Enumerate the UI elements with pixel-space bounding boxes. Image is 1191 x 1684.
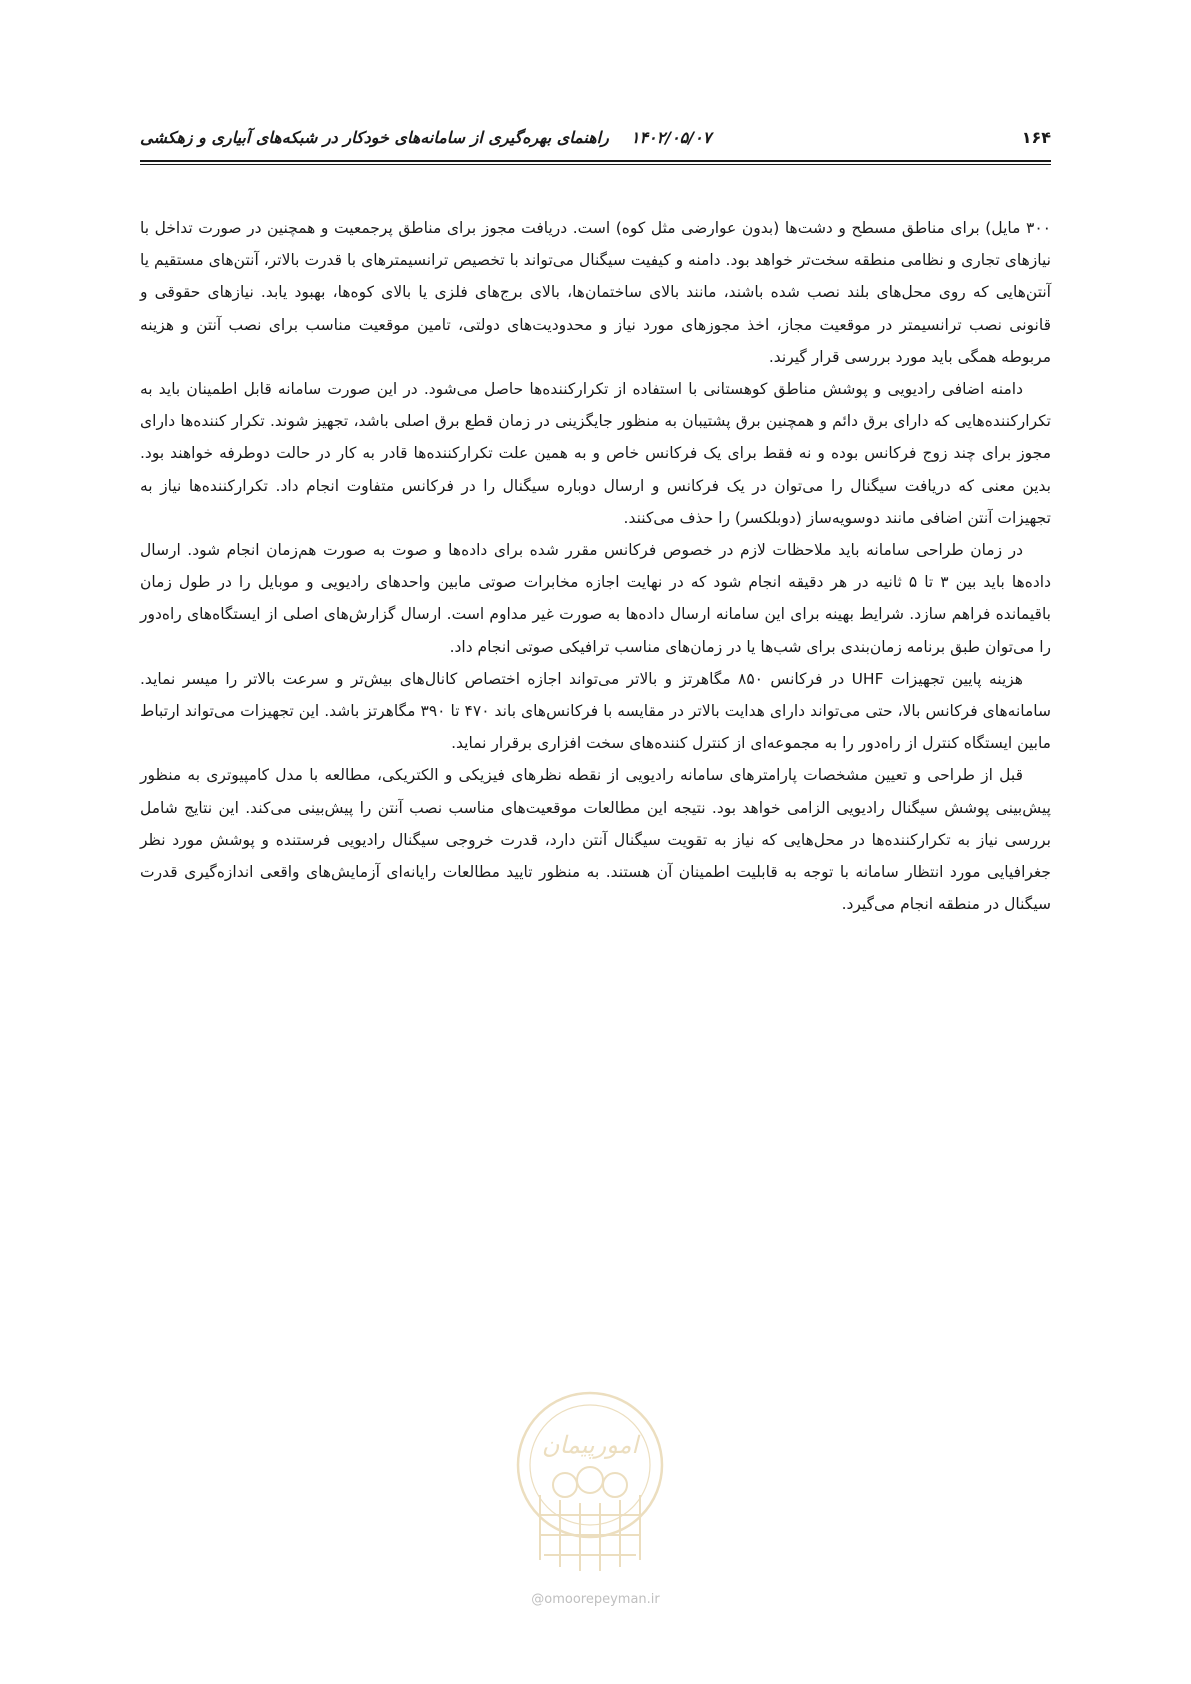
header-rule — [140, 160, 1051, 162]
paragraph-2: دامنه اضافی رادیویی و پوشش مناطق کوهستانی با استفاده از تکرارکننده‌ها حاصل می‌شود. در این صورت سامانه قابل اطمینان باید به تکرارکننده‌هایی که دارای برق دائم و همچنین برق پشتیبان به منظور جایگزینی در زمان قطع برق اصلی باشد، تجهیز شوند. تکرار کننده‌ها دارای مجوز برای چند زوج فرکانس بوده و نه فقط برای یک فرکانس خاص و به همین علت تکرارکننده‌ها قادر به کار در حالت دوطرفه خواهند بود. بدین معنی که دریافت سیگنال را می‌توان در یک فرکانس و ارسال دوباره سیگنال را در فرکانس متفاوت انجام داد. تکرارکننده‌ها نیاز به تجهیزات آنتن اضافی مانند دوسویه‌ساز (دوبلکسر) را حذف می‌کنند. — [140, 380, 1051, 527]
body-text — [140, 212, 1051, 920]
paragraph-5: قبل از طراحی و تعیین مشخصات پارامترهای سامانه رادیویی از نقطه نظرهای فیزیکی و الکتریکی، مطالعه با مدل کامپیوتری به منظور پیش‌بینی پوشش سیگنال رادیویی الزامی خواهد بود. نتیجه این مطالعات موقعیت‌های مناسب نصب آنتن را پیش‌بینی می‌کند. این نتایج شامل بررسی نیاز به تکرارکننده‌ها در محل‌هایی که نیاز به تقویت سیگنال آنتن دارد، قدرت خروجی سیگنال رادیویی فرستنده و پوشش مورد نظر جغرافیایی مورد انتظار سامانه با توجه به قابلیت اطمینان آن هستند. به منظور تایید مطالعات رایانه‌ای آزمایش‌های واقعی اندازه‌گیری قدرت سیگنال در منطقه انجام می‌گیرد. — [140, 766, 1051, 914]
paragraph-3: در زمان طراحی سامانه باید ملاحظات لازم در خصوص فرکانس مقرر شده برای داده‌ها و صوت به صورت هم‌زمان انجام شود. ارسال داده‌ها باید بین ۳ تا ۵ ثانیه در هر دقیقه انجام شود که در نهایت اجازه مخابرات صوتی مابین واحدهای رادیویی و موبایل را در طول زمان باقیمانده فراهم سازد. شرایط بهینه برای این سامانه ارسال داده‌ها به صورت غیر مداوم است. ارسال گزارش‌های اصلی از ایستگاه‌های راه‌دور را می‌توان طبق برنامه زمان‌بندی برای شب‌ها یا در زمان‌های مناسب ترافیکی صوتی انجام داد. — [140, 541, 1051, 656]
page-header — [140, 128, 1051, 162]
watermark-logo-icon — [510, 1385, 670, 1575]
header-date: ۱۴۰۲/۰۵/۰۷ — [630, 128, 712, 147]
watermark-caption: @omoorepeyman.ir — [531, 1592, 660, 1607]
page-number: ۱۶۴ — [1021, 128, 1051, 147]
paragraph-4: هزینه پایین تجهیزات UHF در فرکانس ۸۵۰ مگاهرتز و بالاتر می‌تواند اجازه اختصاص کانال‌های بیش‌تر و سرعت بالاتر را میسر نماید. سامانه‌های فرکانس بالا، حتی می‌تواند دارای هدایت بالاتر در مقایسه با فرکانس‌های باند ۴۷۰ تا ۳۹۰ مگاهرتز باشد. این تجهیزات می‌تواند ارتباط مابین ایستگاه کنترل از راه‌دور را به مجموعه‌ای از کنترل کننده‌های سخت افزاری برقرار نماید. — [140, 669, 1051, 753]
header-title: راهنمای بهره‌گیری از سامانه‌های خودکار در شبکه‌های آبیاری و زهکشی — [140, 128, 609, 147]
running-title — [140, 128, 711, 147]
paragraph-1: ۳۰۰ مایل) برای مناطق مسطح و دشت‌ها (بدون عوارضی مثل کوه) است. دریافت مجوز برای مناطق پرجمعیت و همچنین در صورت تداخل با نیازهای تجاری و نظامی منطقه سخت‌تر خواهد بود. دامنه و کیفیت سیگنال می‌تواند با تخصیص ترانسیمترهای با قدرت بالاتر، آنتن‌های مستقیم یا آنتن‌هایی که روی محل‌های بلند نصب شده باشند، مانند بالای ساختمان‌ها، بالای برج‌های فلزی یا بالای کوه‌ها، بهبود یابد. نیازهای حقوقی و قانونی نصب ترانسیمتر در موقعیت مجاز، اخذ مجوزهای مورد نیاز و محدودیت‌های دولتی، تامین موقعیت مناسب برای نصب آنتن و هزینه مربوطه همگی باید مورد بررسی قرار گیرند. — [140, 219, 1051, 366]
watermark-logo-text: امورپیمان — [541, 1431, 639, 1459]
header-rule-thin — [140, 164, 1051, 165]
